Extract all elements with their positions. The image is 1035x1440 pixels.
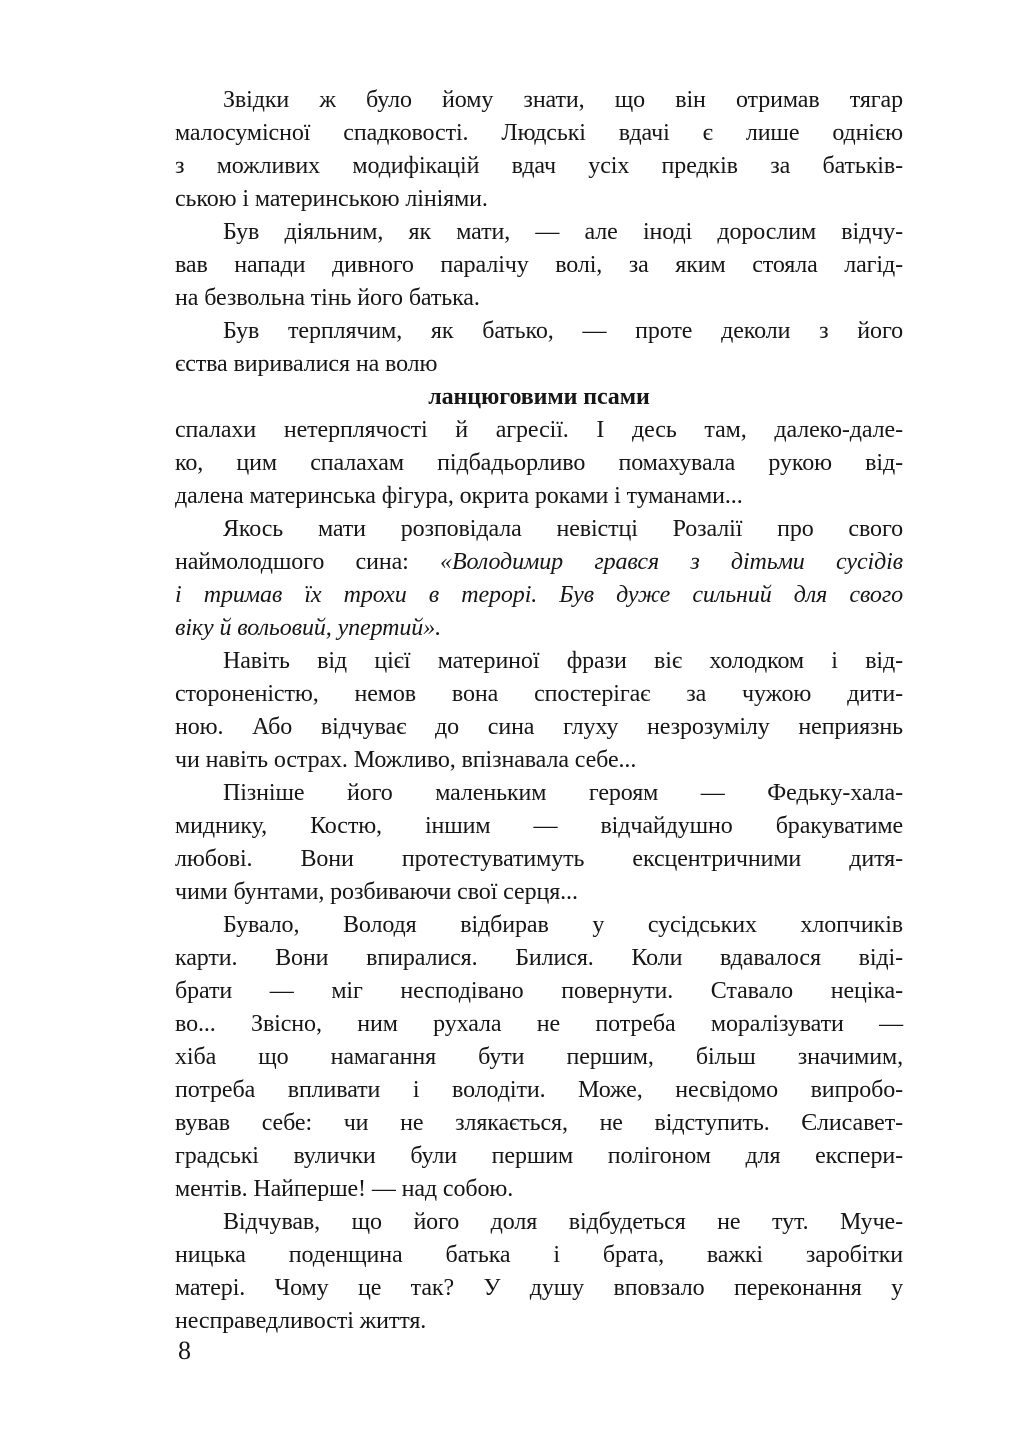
paragraph [175, 909, 903, 1206]
text-line: ською і материнською лініями. [175, 186, 488, 212]
text-line: Звідки ж було йому знати, що він отримав тягар [223, 87, 903, 113]
text-line: далена материнська фігура, окрита роками і туманами... [175, 483, 743, 509]
text-line: вав напади дивного паралічу волі, за яким стояла лагід- [175, 252, 903, 278]
paragraph [175, 381, 903, 414]
text-line: Був діяльним, як мати, — але іноді дорослим відчу- [223, 219, 903, 245]
text-line: несправедливості життя. [175, 1308, 427, 1334]
text-line: і тримав їх трохи в терорі. Був дуже сильний для свого [175, 582, 903, 608]
text-segment: наймолодшого сина: [175, 549, 441, 575]
text-line: во... Звісно, ним рухала не потреба моралізувати — [175, 1011, 903, 1037]
text-line: з можливих модифікацій вдач усіх предків за батьків- [175, 153, 903, 179]
text-line: ментів. Найперше! — над собою. [175, 1176, 514, 1202]
paragraph [175, 216, 903, 315]
text-line: миднику, Костю, іншим — відчайдушно бракуватиме [175, 813, 903, 839]
text-line: матері. Чому це так? У душу вповзало переконання у [175, 1275, 903, 1301]
text-line: градські вулички були першим полігоном для експери- [175, 1143, 903, 1169]
text-line: брати — міг несподівано повернути. Ставало неціка- [175, 978, 903, 1004]
inline-heading: ланцюговими псами [428, 384, 650, 410]
text-line: ницька поденщина батька і брата, важкі заробітки [175, 1242, 903, 1268]
text-line: Бувало, Володя відбирав у сусідських хлопчиків [223, 912, 903, 938]
text-line: ко, цим спалахам підбадьорливо помахувала рукою від- [175, 450, 903, 476]
text-line: чи навіть острах. Можливо, впізнавала себе... [175, 747, 637, 773]
paragraph [175, 84, 903, 216]
text-line: на безвольна тінь його батька. [175, 285, 480, 311]
paragraph [175, 777, 903, 909]
text-line: Навіть від цієї материної фрази віє холодком і від- [223, 648, 903, 674]
text-line: потреба впливати і володіти. Може, несвідомо випробо- [175, 1077, 903, 1103]
text-segment-italic: «Володимир грався з дітьми сусідів [440, 549, 903, 575]
paragraph [175, 414, 903, 513]
paragraph [175, 315, 903, 381]
text-line [175, 546, 903, 579]
text-line: Відчував, що його доля відбудеться не тут. Муче- [223, 1209, 903, 1235]
text-line: віку й вольовий, упертий». [175, 615, 441, 641]
paragraph [175, 513, 903, 645]
text-line: малосумісної спадковості. Людські вдачі є лише однією [175, 120, 903, 146]
page-number: 8 [178, 1336, 191, 1365]
text-line: любові. Вони протестуватимуть ексцентричними дитя- [175, 846, 903, 872]
text-line: чими бунтами, розбиваючи свої серця... [175, 879, 578, 905]
text-line: єства виривалися на волю [175, 351, 438, 377]
text-line: вував себе: чи не злякається, не відступить. Єлисавет- [175, 1110, 903, 1136]
text-line: ною. Або відчуває до сина глуху незрозумілу неприязнь [175, 714, 903, 740]
text-line: Якось мати розповідала невістці Розалії про свого [223, 516, 903, 542]
text-line: стороненістю, немов вона спостерігає за чужою дити- [175, 681, 903, 707]
paragraph [175, 645, 903, 777]
text-line: спалахи нетерплячості й агресії. І десь там, далеко-дале- [175, 417, 903, 443]
text-line: карти. Вони впиралися. Билися. Коли вдавалося віді- [175, 945, 903, 971]
page-text [175, 84, 903, 1338]
text-line: Був терплячим, як батько, — проте деколи з його [223, 318, 903, 344]
text-line: хіба що намагання бути першим, більш значимим, [175, 1044, 903, 1070]
text-line: Пізніше його маленьким героям — Федьку-хала- [223, 780, 903, 806]
paragraph [175, 1206, 903, 1338]
